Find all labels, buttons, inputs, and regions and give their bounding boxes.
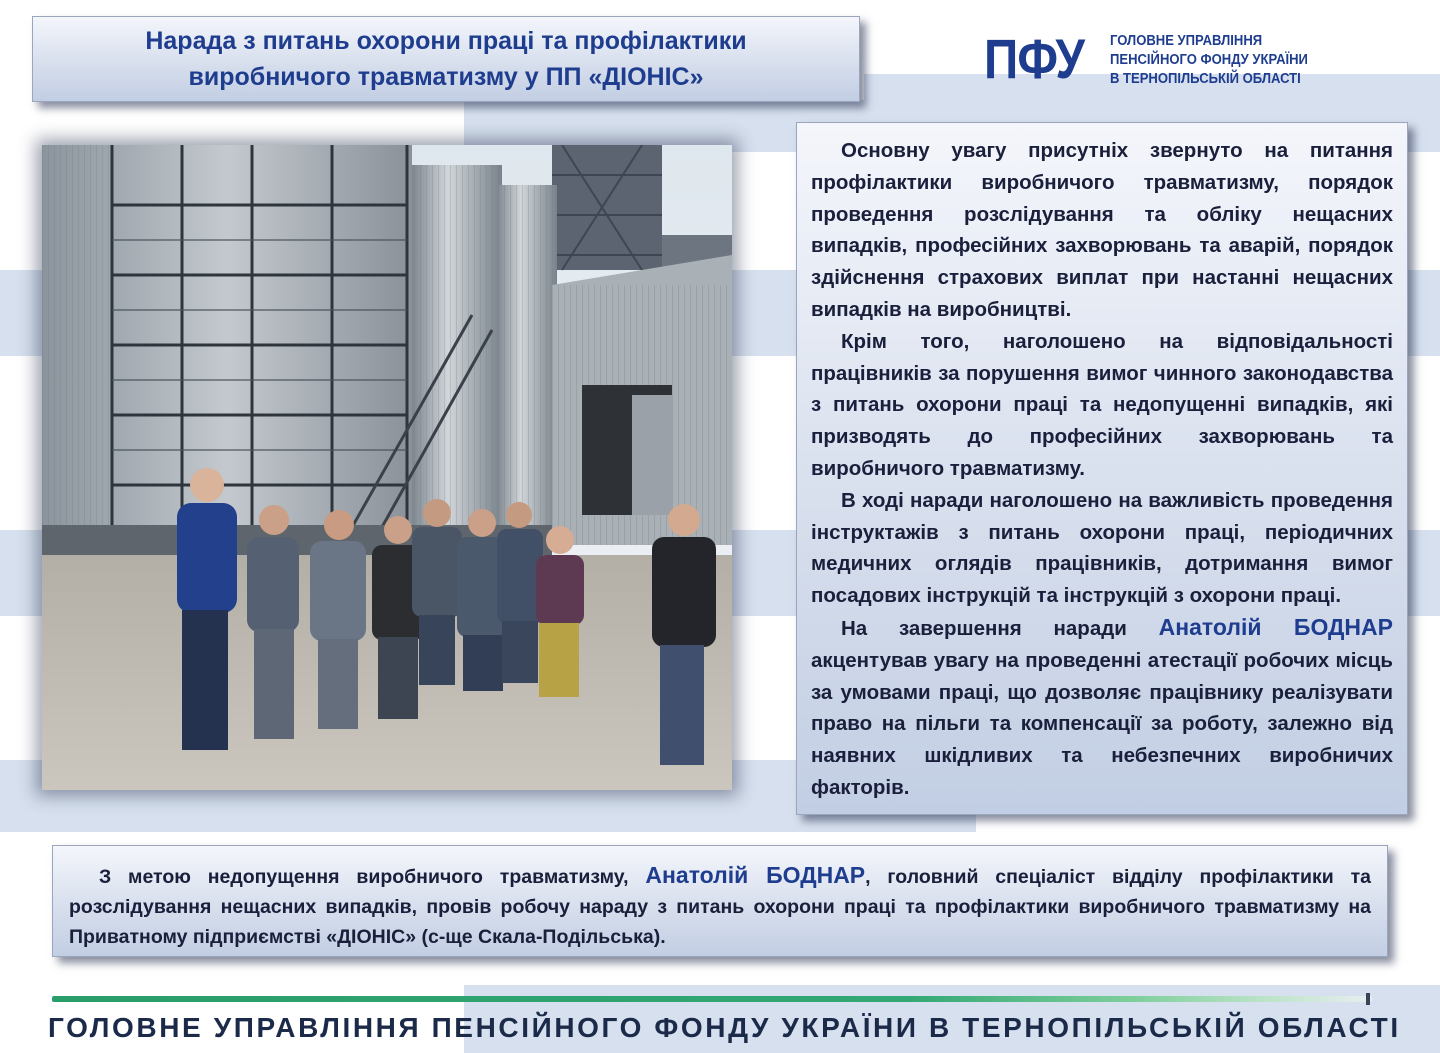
highlighted-name: Анатолій БОДНАР bbox=[645, 862, 866, 888]
page-title: Нарада з питань охорони праці та профілактики виробничого травматизму у ПП «ДІОНІС» bbox=[145, 27, 747, 91]
title-panel bbox=[32, 16, 860, 102]
paragraph bbox=[811, 612, 1393, 804]
paragraph: Крім того, наголошено на відповідальності працівників за порушення вимог чинного законодавства з питань охорони праці та недопущенні випадків, які призводять до професійних захворювань та виробничого травматизму. bbox=[811, 329, 1393, 480]
logo-abbreviation: ПФУ bbox=[984, 27, 1085, 90]
meeting-photo bbox=[42, 145, 732, 790]
paragraph-text: акцентував увагу на проведенні атестації робочих місць за умовами праці, що дозволяє працівнику реалізувати право на пільги та компенсації за роботу, залежно від наявних шкідливих та небезпечних виробничих факторів. bbox=[811, 648, 1393, 799]
highlighted-name: Анатолій БОДНАР bbox=[1158, 613, 1393, 640]
paragraph-text: З метою недопущення виробничого травматизму, bbox=[99, 866, 629, 888]
footer-text: ГОЛОВНЕ УПРАВЛІННЯ ПЕНСІЙНОГО ФОНДУ УКРАЇНИ В ТЕРНОПІЛЬСЬКІЙ ОБЛАСТІ bbox=[48, 1012, 1401, 1043]
footer-divider-end bbox=[1366, 993, 1370, 1005]
paragraph: Основну увагу присутніх звернуто на питання профілактики виробничого травматизму, порядок проведення розслідування та обліку нещасних випадків, професійних захворювань та аварій, порядок здійснення страхових виплат при настанні нещасних випадків на виробництві. bbox=[811, 139, 1393, 321]
logo-line: ГОЛОВНЕ УПРАВЛІННЯ bbox=[1110, 33, 1263, 49]
footer-divider bbox=[52, 996, 1372, 1002]
summary-paragraph bbox=[69, 860, 1371, 952]
logo-line: В ТЕРНОПІЛЬСЬКІЙ ОБЛАСТІ bbox=[1110, 71, 1301, 87]
main-text-panel bbox=[796, 122, 1408, 815]
logo-text bbox=[1110, 32, 1308, 89]
industrial-site-illustration bbox=[42, 145, 732, 790]
summary-panel bbox=[52, 845, 1388, 957]
paragraph: В ході наради наголошено на важливість проведення інструктажів з питань охорони праці, періодичних медичних оглядів працівників, дотримання вимог посадових інструкцій та інструкцій з охорони праці. bbox=[811, 488, 1393, 608]
paragraph-text: На завершення наради bbox=[841, 616, 1127, 640]
paragraph-text: , головний спеціаліст відділу профілактики та розслідування нещасних випадків, провів робочу нараду з питань охорони праці та профілактики виробничого травматизму на Приватному підприємстві «ДІОНІС» (с-ще Скала-Подільська). bbox=[69, 866, 1372, 948]
logo-line: ПЕНСІЙНОГО ФОНДУ УКРАЇНИ bbox=[1110, 52, 1308, 68]
pfu-logo bbox=[984, 27, 1330, 100]
